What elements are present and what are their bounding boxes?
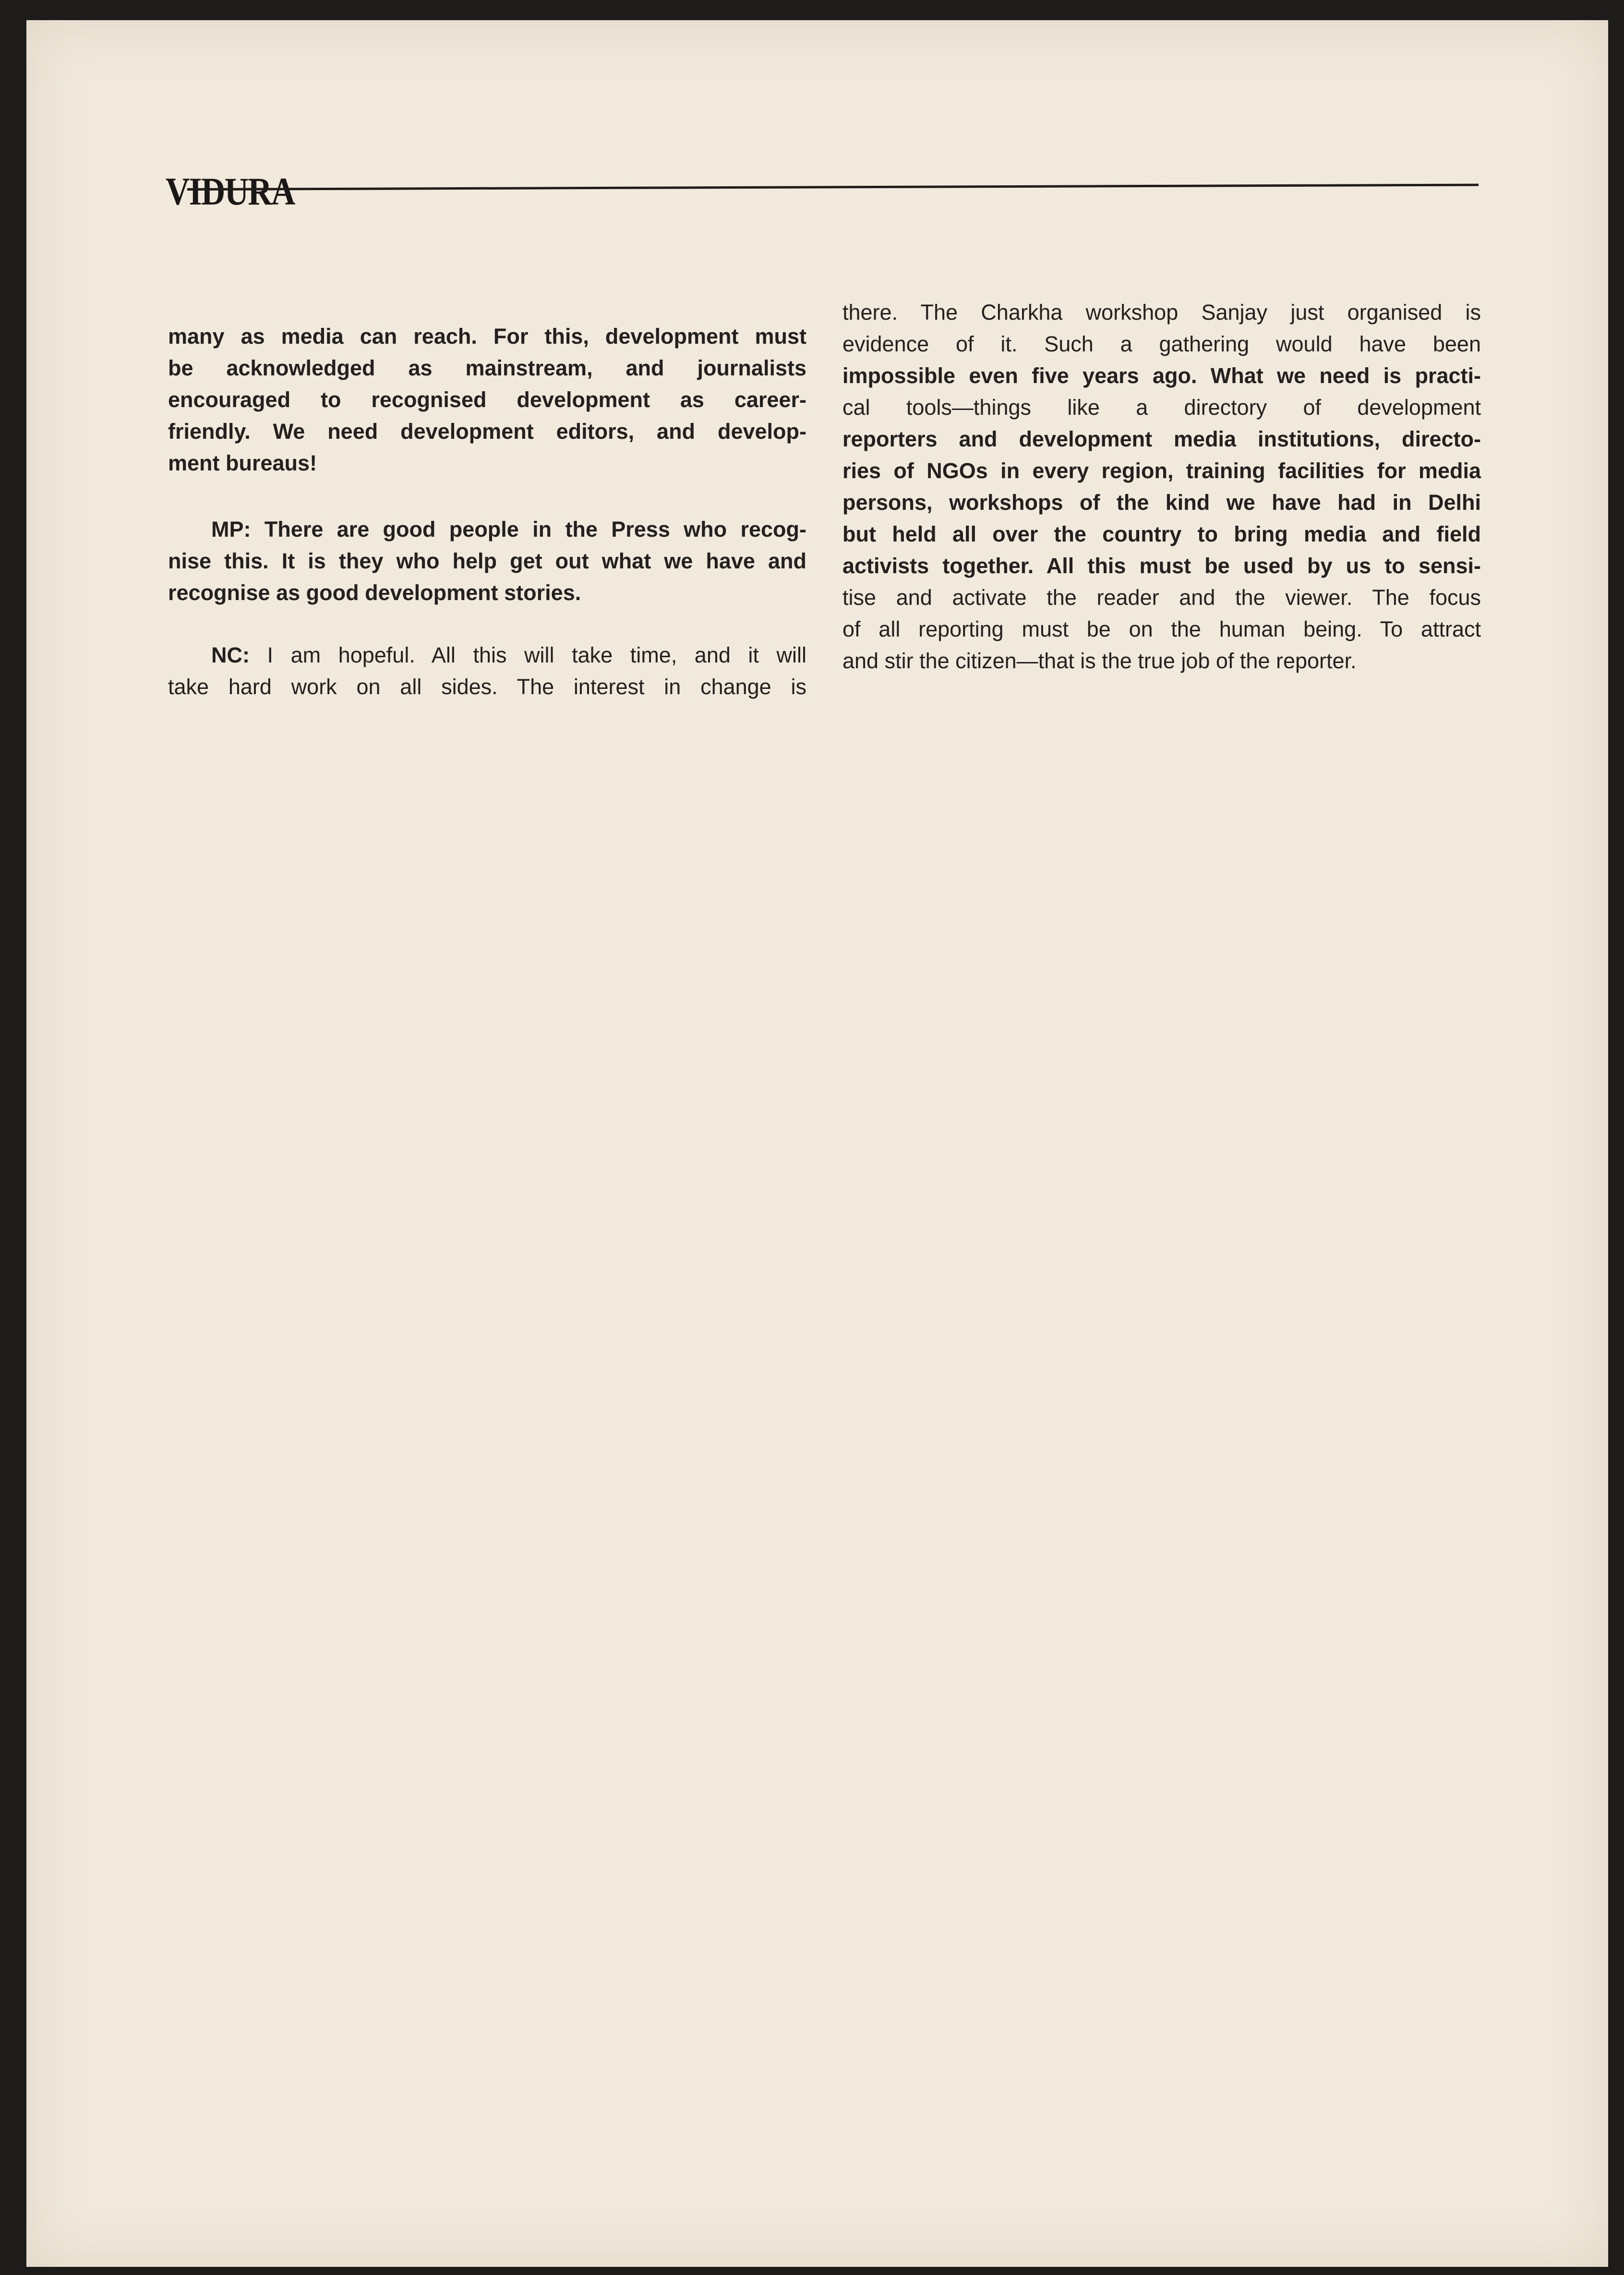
speaker-label: MP: — [211, 517, 251, 542]
text-line: take hard work on all sides. The interest in change is — [168, 674, 806, 699]
text-line: friendly. We need development editors, and develop- — [168, 419, 806, 444]
text-line: ries of NGOs in every region, training facilities for media — [842, 458, 1481, 483]
text-line: activists together. All this must be used by us to sensi- — [842, 554, 1481, 578]
text-line: many as media can reach. For this, development must — [168, 324, 806, 349]
text-line: cal tools—things like a directory of development — [842, 395, 1481, 420]
text-line: of all reporting must be on the human being. To attract — [842, 617, 1481, 641]
left-column-para-1 — [168, 321, 806, 479]
speaker-label: NC: — [211, 643, 250, 667]
line-text: There are good people in the Press who recog- — [264, 517, 806, 542]
text-line: reporters and development media institutions, directo- — [842, 427, 1481, 451]
text-line: and stir the citizen—that is the true job of the reporter. — [842, 649, 1357, 673]
text-line: but held all over the country to bring media and field — [842, 522, 1481, 546]
text-line — [168, 514, 806, 545]
text-line: be acknowledged as mainstream, and journalists — [168, 356, 806, 380]
text-line: impossible even five years ago. What we need is practi- — [842, 363, 1481, 388]
publication-masthead: VIDURA — [166, 169, 295, 213]
text-line: ment bureaus! — [168, 451, 317, 475]
text-line — [168, 639, 806, 671]
text-line: there. The Charkha workshop Sanjay just organised is — [842, 300, 1481, 325]
left-column-para-2 — [168, 514, 806, 609]
line-text: I am hopeful. All this will take time, and it will — [267, 643, 806, 667]
right-column — [842, 297, 1481, 677]
text-line: encouraged to recognised development as career- — [168, 387, 806, 412]
text-line: nise this. It is they who help get out what we have and — [168, 549, 806, 573]
left-column-para-3 — [168, 639, 806, 703]
text-line: tise and activate the reader and the viewer. The focus — [842, 585, 1481, 610]
text-line: persons, workshops of the kind we have had in Delhi — [842, 490, 1481, 515]
text-line: evidence of it. Such a gathering would have been — [842, 332, 1481, 356]
text-line: recognise as good development stories. — [168, 580, 581, 605]
